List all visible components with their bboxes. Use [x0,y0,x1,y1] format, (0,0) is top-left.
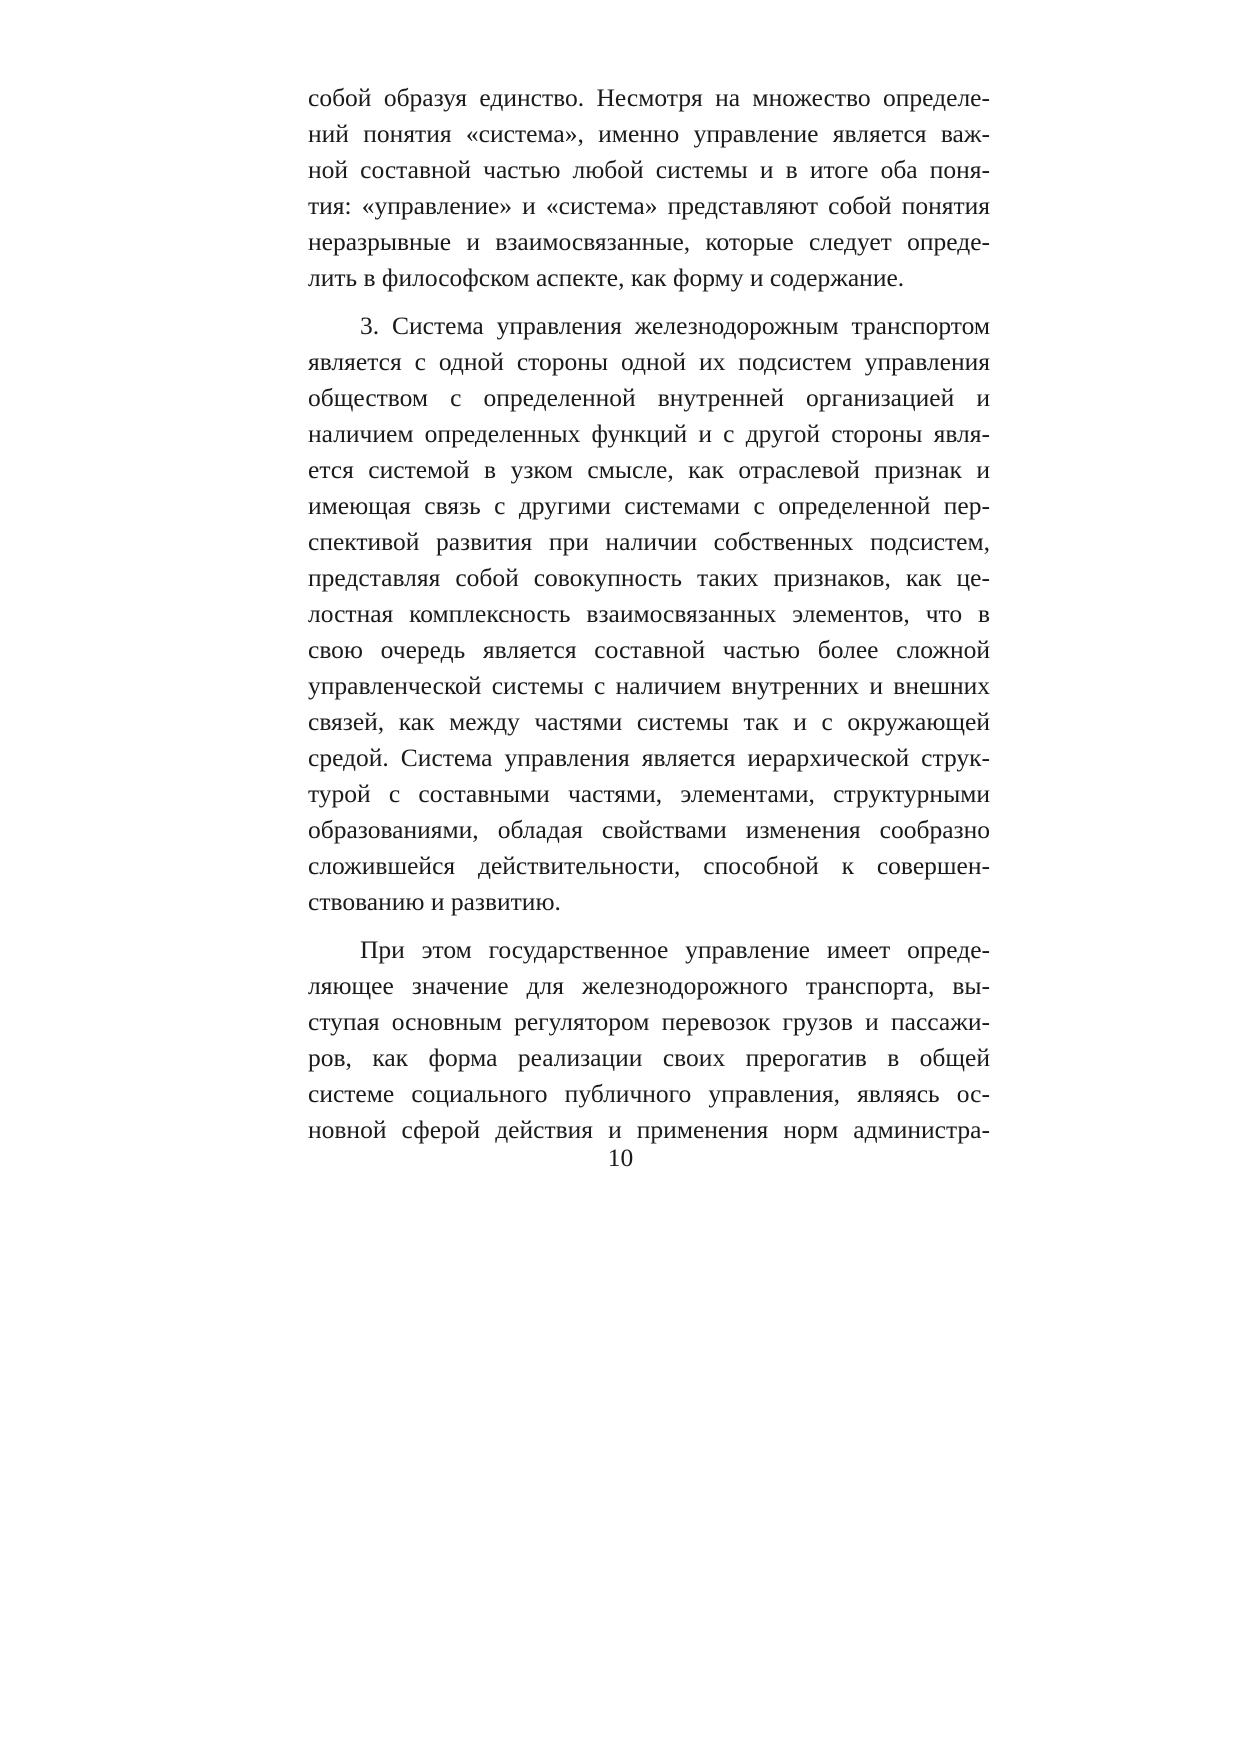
text-line: тия: «управление» и «система» представляют собой понятия [308,191,990,220]
text-line: является с одной стороны одной их подсистем управления [308,347,990,376]
text-line: ступая основным регулятором перевозок грузов и пассажи- [308,1007,990,1036]
text-line: новной сферой действия и применения норм администра- [308,1115,990,1144]
paragraph-spacer [308,920,990,932]
text-line: При этом государственное управление имеет опреде- [360,935,990,964]
text-line: ствованию и развитию. [308,887,561,916]
text-line: ний понятия «система», именно управление является важ- [308,119,990,148]
text-line: представляя собой совокупность таких признаков, как це- [308,563,990,592]
text-line: неразрывные и взаимосвязанные, которые следует опреде- [308,227,990,256]
text-line: средой. Система управления является иерархической струк- [308,743,990,772]
text-line: связей, как между частями системы так и с окружающей [308,707,990,736]
text-line: наличием определенных функций и с другой стороны явля- [308,419,990,448]
text-line: ется системой в узком смысле, как отраслевой признак и [308,455,990,484]
paragraph-point-3 [308,308,990,920]
paragraph-state-management [308,932,990,1148]
text-line: обществом с определенной внутренней организацией и [308,383,990,412]
text-line: свою очередь является составной частью более сложной [308,635,990,664]
page-number: 10 [607,1143,634,1172]
text-line: имеющая связь с другими системами с определенной пер- [308,491,990,520]
text-line: лостная комплексность взаимосвязанных элементов, что в [308,599,990,628]
text-line: собой образуя единство. Несмотря на множество определе- [308,83,990,112]
text-line: 3. Система управления железнодорожным транспортом [360,311,990,340]
text-line: турой с составными частями, элементами, структурными [308,779,990,808]
text-line: сложившейся действительности, способной к совершен- [308,851,990,880]
text-line: ляющее значение для железнодорожного транспорта, вы- [308,971,990,1000]
text-line: ров, как форма реализации своих прерогатив в общей [308,1043,990,1072]
paragraph-continuation [308,80,990,296]
text-line: ной составной частью любой системы и в итоге оба поня- [308,155,990,184]
paragraph-spacer [308,296,990,308]
text-line: управленческой системы с наличием внутренних и внешних [308,671,990,700]
text-line: образованиями, обладая свойствами изменения сообразно [308,815,990,844]
text-line: лить в философском аспекте, как форму и содержание. [308,263,905,292]
body-text [308,80,990,1148]
text-line: системе социального публичного управления, являясь ос- [308,1079,990,1108]
text-line: спективой развития при наличии собственных подсистем, [308,527,990,556]
